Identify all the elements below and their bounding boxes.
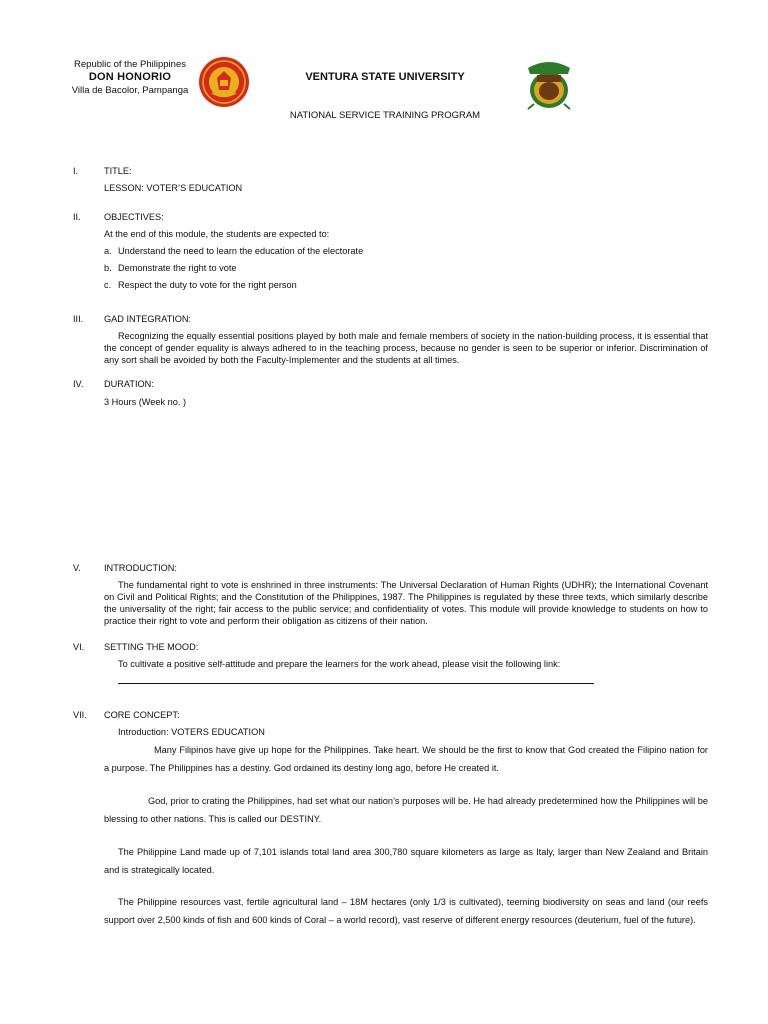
section-4-number: IV. [73,379,84,389]
university-name: VENTURA STATE UNIVERSITY [305,71,465,83]
core-paragraph-4-text: The Philippine resources vast, fertile agricultural land – 18M hectares (only 1/3 is cultivated), teeming biodiversity on seas and land (our reefs support over 2,500 kinds of fish and 600 kinds of Coral – a world record), vast reserve of different energy resources (deuterium, fuel of the future). [104,897,708,925]
lesson-title: LESSON: VOTER’S EDUCATION [104,183,243,193]
republic-text: Republic of the Philippines [74,59,186,70]
objective-a-text: Understand the need to learn the education of the electorate [118,246,364,256]
setting-mood-text: To cultivate a positive self-attitude and prepare the learners for the work ahead, please visit the following link: [118,659,561,669]
section-1-number: I. [73,166,79,176]
don-honorio-seal-logo [198,56,250,108]
core-paragraph-1-text: Many Filipinos have give up hope for the Philippines. Take heart. We should be the first to know that God created the Filipino nation for a purpose. The Philippines has a destiny. God ordained its destiny long ago, before He created it. [104,745,708,773]
section-6-number: VI. [73,642,85,652]
objective-b-letter: b. [104,263,112,273]
objective-a-letter: a. [104,246,112,256]
link-blank-line [118,683,594,684]
section-4-heading: DURATION: [104,379,154,389]
section-5-heading: INTRODUCTION: [104,563,177,573]
section-7-number: VII. [73,710,87,720]
objective-c-text: Respect the duty to vote for the right person [118,280,297,290]
section-2-heading: OBJECTIVES: [104,212,164,222]
section-2-number: II. [73,212,81,222]
objectives-intro: At the end of this module, the students are expected to: [104,229,330,239]
core-paragraph-4 [104,893,708,929]
core-concept-intro: Introduction: VOTERS EDUCATION [118,727,265,737]
section-1-heading: TITLE: [104,166,132,176]
campus-location: Villa de Bacolor, Pampanga [71,85,189,96]
core-paragraph-1 [104,741,708,777]
objective-b-text: Demonstrate the right to vote [118,263,237,273]
core-paragraph-3 [104,843,708,879]
gad-paragraph-text: Recognizing the equally essential positions played by both male and female members of society in the nation-building process, it is essential that the concept of gender equality is always adhered to in the teaching process, because no gender is seen to be superior or inferior. Discrimination of any sort shall be avoided by both the Faculty-Implementer and the students at all times. [104,331,708,365]
program-title: NATIONAL SERVICE TRAINING PROGRAM [289,110,481,121]
core-paragraph-2-text: God, prior to crating the Philippines, had set what our nation’s purposes will be. He had already predetermined how the Philippines will be blessing to other nations. This is called our DESTINY. [104,796,708,824]
objective-c-letter: c. [104,280,112,290]
section-7-heading: CORE CONCEPT: [104,710,180,720]
introduction-paragraph-text: The fundamental right to vote is enshrined in three instruments: The Universal Declaration of Human Rights (UDHR); the International Covenant on Civil and Political Rights; and the Constitution of the Philippines, 1987. The Philippines is regulated by these three texts, which similarly describe the universality of the right; fair access to the public service; and confidentiality of votes. This module will provide knowledge to students on how to practice their right to vote and perform their obligation as citizens of their nation. [104,580,708,626]
section-3-heading: GAD INTEGRATION: [104,314,192,324]
duration-text: 3 Hours (Week no. ) [104,397,187,407]
section-5-number: V. [73,563,81,573]
core-paragraph-2 [104,792,708,828]
core-paragraph-3-text: The Philippine Land made up of 7,101 islands total land area 300,780 square kilometers as large as Italy, larger than New Zealand and Britain and is strategically located. [104,847,708,875]
introduction-paragraph [104,579,708,627]
gad-paragraph [104,330,708,366]
campus-name: DON HONORIO [88,71,172,83]
section-6-heading: SETTING THE MOOD: [104,642,199,652]
university-seal-logo [524,58,574,110]
section-3-number: III. [73,314,84,324]
